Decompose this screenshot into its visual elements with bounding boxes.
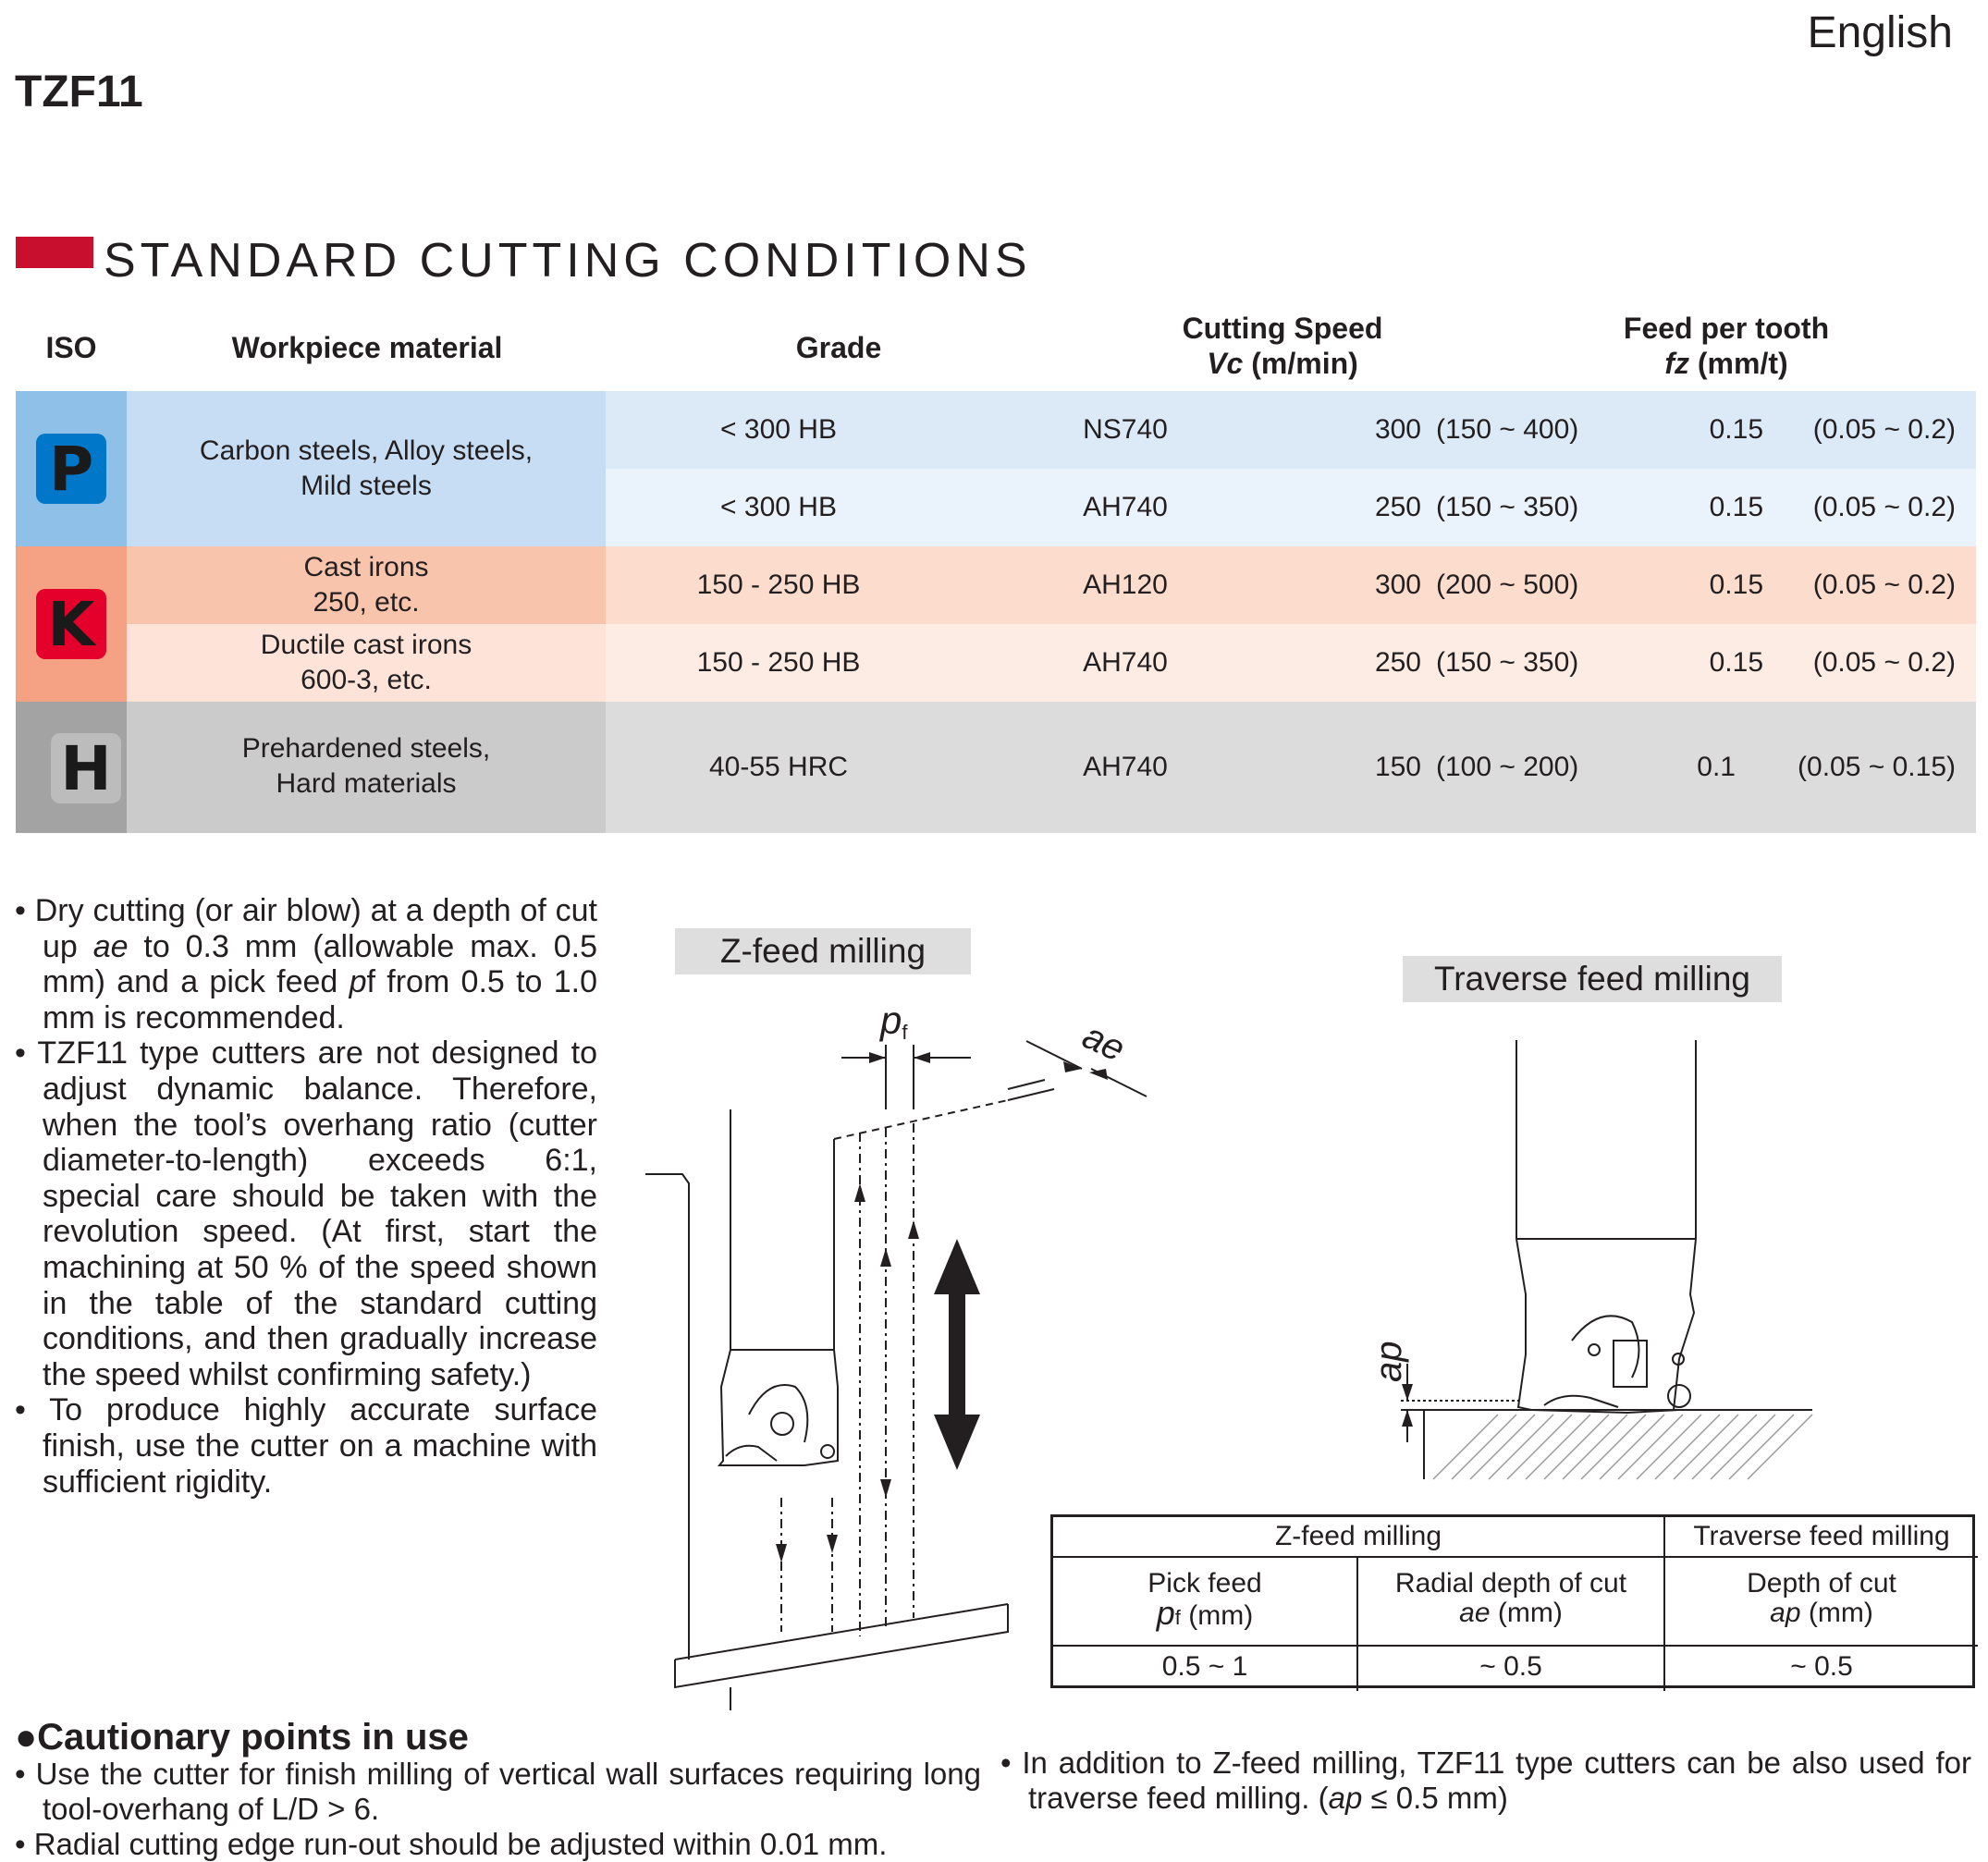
material-cell-p <box>127 391 606 546</box>
material-cell-k2 <box>127 624 606 702</box>
col-pick-feed: Pick feed pf (mm) <box>1147 1568 1262 1632</box>
divider <box>1053 1645 1978 1647</box>
vc-range-cell: (150 ~ 350) <box>1436 492 1579 522</box>
header-material: Workpiece material <box>231 331 503 364</box>
traverse-diagram <box>1350 1035 1831 1498</box>
fz-range-cell: (0.05 ~ 0.2) <box>1812 570 1956 600</box>
header-grade: Grade <box>795 331 882 364</box>
fz-range-cell: (0.05 ~ 0.15) <box>1798 752 1956 782</box>
grade-cell: AH740 <box>1083 492 1168 522</box>
material-cell-h <box>127 702 606 833</box>
fz-range-cell: (0.05 ~ 0.2) <box>1812 414 1956 445</box>
iso-badge-h: H <box>51 733 121 803</box>
vc-cell: 300 <box>1374 570 1421 600</box>
grade-cell: AH740 <box>1083 752 1168 782</box>
ap-label: ap <box>1368 1341 1409 1382</box>
vc-cell: 250 <box>1374 647 1421 678</box>
material-text: Cast irons 250, etc. <box>303 552 429 618</box>
vc-range-cell: (200 ~ 500) <box>1436 570 1579 600</box>
language-label[interactable]: English <box>1807 8 1953 57</box>
note-item: • To produce highly accurate surface finish, use the cutter on a machine with sufficient rigidity. <box>15 1392 597 1500</box>
iso-badge-k: K <box>36 589 106 659</box>
vc-cell: 250 <box>1374 492 1421 522</box>
fz-cell: 0.15 <box>1709 414 1763 445</box>
material-cell-k1 <box>127 546 606 624</box>
fz-cell: 0.15 <box>1709 492 1763 522</box>
hardness-cell: 150 - 250 HB <box>696 570 861 600</box>
val-pick-feed: 0.5 ~ 1 <box>1161 1651 1248 1682</box>
col-radial-depth: Radial depth of cut ae (mm) <box>1394 1568 1627 1628</box>
group-zfeed: Z-feed milling <box>1274 1521 1442 1551</box>
fz-cell: 0.1 <box>1697 752 1736 782</box>
vc-range-cell: (100 ~ 200) <box>1436 752 1579 782</box>
feed-parameters-table <box>1050 1514 1975 1688</box>
iso-cell-h <box>16 702 127 833</box>
hardness-cell: 150 - 250 HB <box>696 647 861 678</box>
fz-cell: 0.15 <box>1709 647 1763 678</box>
vc-range-cell: (150 ~ 400) <box>1436 414 1579 445</box>
vc-cell: 300 <box>1374 414 1421 445</box>
grade-cell: AH740 <box>1083 647 1168 678</box>
caution-list-right <box>1000 1746 1971 1816</box>
section-accent-bar <box>16 237 93 268</box>
material-text: Carbon steels, Alloy steels, Mild steels <box>199 435 534 501</box>
model-title: TZF11 <box>15 67 143 116</box>
material-text: Ductile cast irons 600-3, etc. <box>260 630 472 695</box>
iso-cell-p <box>16 391 127 546</box>
zfeed-label: Z-feed milling <box>675 928 971 974</box>
val-depth-of-cut: ~ 0.5 <box>1790 1651 1853 1682</box>
material-text: Prehardened steels, Hard materials <box>241 733 491 799</box>
fz-range-cell: (0.05 ~ 0.2) <box>1812 492 1956 522</box>
note-item: • TZF11 type cutters are not designed to adjust dynamic balance. Therefore, when the tool’s overhang ratio (cutter diameter-to-length) exceeds 6:1, special care should be taken with the revolution speed. (At first, start the machining at 50 % of the speed shown in the table of the standard cutting conditions, and then gradually increase the speed whilst confirming safety.) <box>15 1035 597 1392</box>
section-title: STANDARD CUTTING CONDITIONS <box>104 234 1032 288</box>
vc-cell: 150 <box>1374 752 1421 782</box>
usage-notes <box>15 893 597 1500</box>
fz-range-cell: (0.05 ~ 0.2) <box>1812 647 1956 678</box>
val-radial-depth: ~ 0.5 <box>1479 1651 1542 1682</box>
header-feed-per-tooth: Feed per tooth fz (mm/t) <box>1623 312 1830 380</box>
header-cutting-speed: Cutting Speed Vc (m/min) <box>1182 312 1383 380</box>
header-iso: ISO <box>45 331 97 364</box>
col-depth-of-cut: Depth of cut ap (mm) <box>1747 1568 1896 1628</box>
pf-label: pf <box>880 998 908 1044</box>
iso-badge-p: P <box>36 434 106 504</box>
caution-title: ●Cautionary points in use <box>15 1717 469 1758</box>
grade-cell: NS740 <box>1083 414 1168 445</box>
hardness-cell: < 300 HB <box>720 414 837 445</box>
fz-cell: 0.15 <box>1709 570 1763 600</box>
hardness-cell: 40-55 HRC <box>708 752 849 782</box>
traverse-label: Traverse feed milling <box>1403 956 1782 1002</box>
vc-range-cell: (150 ~ 350) <box>1436 647 1579 678</box>
note-item: • Dry cutting (or air blow) at a depth of cut up ae to 0.3 mm (allowable max. 0.5 mm) and a pick feed pf from 0.5 to 1.0 mm is recommended. <box>15 893 598 1035</box>
caution-item: • Use the cutter for finish milling of vertical wall surfaces requiring long tool-overhang of L/D > 6. <box>15 1757 981 1826</box>
caution-list-left <box>15 1757 981 1862</box>
caution-item: • In addition to Z-feed milling, TZF11 type cutters can be also used for traverse feed milling. (ap ≤ 0.5 mm) <box>1000 1746 1971 1815</box>
grade-cell: AH120 <box>1083 570 1168 600</box>
iso-cell-k <box>16 546 127 702</box>
ae-label: ae <box>1076 1015 1132 1070</box>
caution-item: • Radial cutting edge run-out should be adjusted within 0.01 mm. <box>15 1827 888 1861</box>
group-traverse: Traverse feed milling <box>1693 1521 1950 1551</box>
divider <box>1053 1556 1978 1558</box>
hardness-cell: < 300 HB <box>720 492 837 522</box>
